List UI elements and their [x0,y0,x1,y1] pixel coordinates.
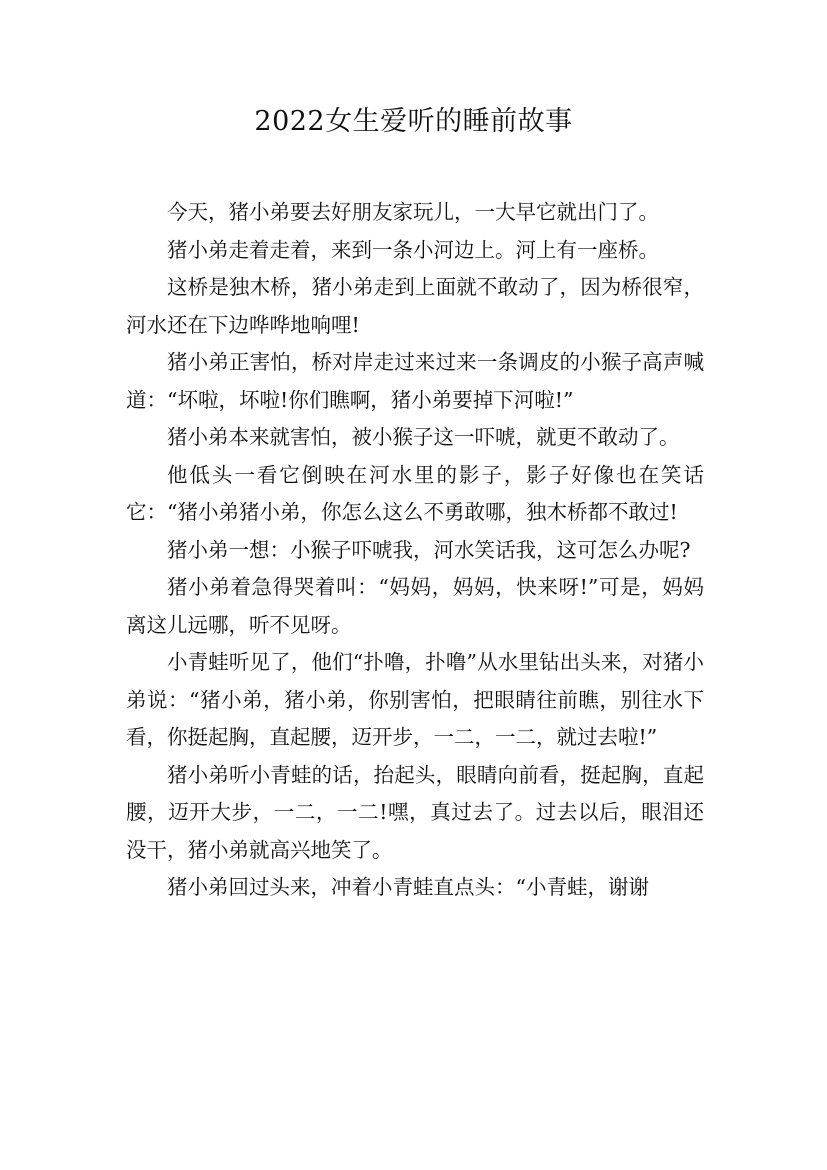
paragraph-4: 猪小弟正害怕，桥对岸走过来过来一条调皮的小猴子高声喊道：“坏啦，坏啦!你们瞧啊，猪小弟要掉下河啦!” [126,350,704,412]
document-title: 2022女生爱听的睡前故事 [254,106,573,137]
paragraph-8: 猪小弟着急得哭着叫：“妈妈，妈妈，快来呀!”可是，妈妈离这儿远哪，听不见呀。 [126,575,704,637]
paragraph-3: 这桥是独木桥，猪小弟走到上面就不敢动了，因为桥很窄，河水还在下边哗哗地响哩! [126,275,704,337]
paragraph-5: 猪小弟本来就害怕，被小猴子这一吓唬，就更不敢动了。 [167,425,680,449]
paragraph-9: 小青蛙听见了，他们“扑噜，扑噜”从水里钻出头来，对猪小弟说：“猪小弟，猪小弟，你别害怕，把眼睛往前瞧，别往水下看，你挺起胸，直起腰，迈开步，一二，一二，就过去啦!” [126,650,704,749]
paragraph-6: 他低头一看它倒映在河水里的影子，影子好像也在笑话它：“猪小弟猪小弟，你怎么这么不勇敢哪，独木桥都不敢过! [126,462,704,524]
paragraph-7: 猪小弟一想：小猴子吓唬我，河水笑话我，这可怎么办呢? [167,537,691,562]
paragraph-2: 猪小弟走着走着，来到一条小河边上。河上有一座桥。 [167,237,659,262]
paragraph-11: 猪小弟回过头来，冲着小青蛙直点头：“小青蛙，谢谢 [167,875,649,899]
paragraph-1: 今天，猪小弟要去好朋友家玩儿，一大早它就出门了。 [167,200,659,224]
document-body [126,194,704,907]
paragraph-10: 猪小弟听小青蛙的话，抬起头，眼睛向前看，挺起胸，直起腰，迈开大步，一二，一二!嘿，真过去了。过去以后，眼泪还没干，猪小弟就高兴地笑了。 [126,762,704,862]
